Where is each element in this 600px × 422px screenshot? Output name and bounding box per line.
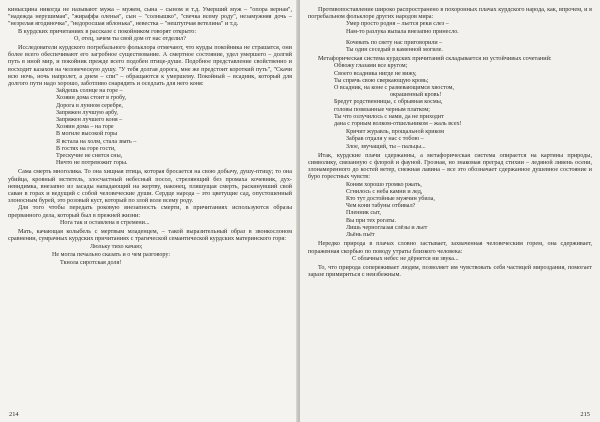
verse-line: головы повязанные черным платком; — [334, 106, 430, 113]
quotation: О, отец, зачем ты свой дом от нас отделил? — [74, 35, 186, 42]
right-page-text — [308, 6, 592, 278]
verse-line: Дорога в лунном серебре, — [56, 102, 123, 109]
paragraph: Метафорическая система курдских причитаний складывается из устойчивых сочетаний: — [318, 55, 552, 63]
paragraph: Сама смерть многолика. То она хищная птица, которая бросается на свою добычу, душу-птицу; то она убийца, кровный мститель, злосчастный небесный посол, стреляющий без промаха кочевник, дух-невидимка, внезапно из засады нападающий на жертву, наконец, пляшущая смерть, раскинувший свой саван в горах и ведущий с собой человеческие души. Сердце народа – это цветущие сад, опустошенный злоносным бурей, это розовый куст, который по злой воле всему роду. — [8, 168, 292, 205]
verse-line: Трескучие не снятся сны, — [56, 153, 123, 160]
verse-line: Вы при тех рогаты. — [346, 217, 397, 224]
verse-line: Своего всадника нигде не вижу, — [334, 70, 417, 77]
verse-line: Сгнилось с неба камни и лед, — [346, 188, 423, 195]
verse-line: Бредут родственницы, с обрывная космы, — [334, 99, 443, 106]
verse-line: Люльку тихо качаю; — [90, 243, 143, 250]
paragraph: Итак, курдские плачи сдержанны, а метафорическая система опирается на картины природы, символику, связанную с флорой и фауной. Грозная, но знакомая преград стихии – ледяной ливень осени, злонамеренного до костей ветер, снежная лавина – все это обозначает сдержанное душевное состояние и буро горестных чувств: — [308, 151, 592, 181]
verse-line: Забрав отдаля у нас с тобою – — [346, 136, 424, 143]
verse-block — [308, 182, 592, 240]
verse-line: Кто тут достойные мужчин убила, — [346, 196, 435, 203]
verse-line: Запряжен лучшую арбу, — [56, 109, 118, 116]
verse-line: Я встала на холм, стала звать – — [56, 138, 137, 145]
verse-block — [308, 63, 592, 128]
verse-line: Запряжен лучшего коня – — [56, 117, 123, 124]
verse-line: Ты один сеседый в каменной могиле. — [346, 47, 443, 54]
verse-line: Пленник сыт, — [346, 210, 381, 217]
paragraph: Мать, качающая колыбель с мертвым младенцем, – такой выразительный образ в звонкослоном сравнении, сумрачных курдских причитаниях с трагической семантической курдских материнского горя: — [8, 228, 292, 243]
right-page — [300, 0, 600, 422]
paragraph: Противопоставление широко распространено в похоронных плачах курдского народа, как, впрочем, и в погребальном фольклоре других народов мира: — [308, 6, 592, 21]
verse-line: Ты что озлучилось с нами, да не приходит — [334, 113, 444, 120]
verse-block — [308, 129, 592, 151]
quotation: С облачных небес не дёрнется ни звука... — [352, 255, 459, 262]
left-page-text — [8, 6, 292, 267]
verse-line: В гостях на горе гости, — [56, 145, 116, 152]
verse-line: Ничто не потревожит горы. — [56, 160, 128, 167]
quotation: Нога так и оставлена в стремени... — [60, 219, 150, 226]
verse-line: Нам-то разлука выпала внезапно принесло. — [346, 28, 459, 35]
verse-block — [8, 88, 292, 167]
page-number: 215 — [580, 411, 590, 418]
verse-line: окрашенный кровь! — [390, 92, 442, 99]
paragraph: То, что природа сопереживает людям, позволяет им чувствовать себя частицей мироздания, помогает заразе примириться с неизбежным. — [308, 263, 592, 279]
paragraph: кинысцина никогда не называют мужа – мужем, сына – сыном и т.д. Умерший муж – "опора верная", "надежда нерушимая", "жираффа оленья", сын – "солнышко", "свечка всему роду", незамужняя дочь – "незрелая ягодиночка", "недоросшая яблонька", невестка – "нештупчая ветелина" и т.д. — [8, 6, 292, 28]
verse-line: В могиле высокой горы — [56, 131, 118, 138]
paragraph: Исследователи курдского погребального фольклора отмечают, что курды покойника не страшатся, они более всего обеспечивают его загробное существование. А смертное состояние, удел умершего – долгий путь в иной мир, и покойник прежде всего подобен птице-душе. Подобное представление свойственно и восходит казахов на человеческую душу. "У тебя долгая дорога, мне же предстоит короткий путь", "Скачи всю ночь, ночь напролет, а днем – спи" – обращаются к умершему. Покойный – всадник, который для долгого пути надо хорошо, заботливо снарядить и оседлать для него коня: — [8, 44, 292, 88]
verse-line: Кочевать по свету нас приговорили – — [346, 39, 443, 46]
verse-line: Не могла печально сказать и о чем разговору: — [52, 251, 171, 258]
verse-line: Ты спрячь свою сверкающую кровь; — [334, 77, 429, 84]
verse-block — [308, 21, 592, 54]
verse-line: Лишь черноглазая слёзы и льет — [346, 224, 428, 231]
verse-line: Зайдешь солнце на горе – — [56, 88, 123, 95]
paragraph: Для того чтобы передать роковую внезапность смерти, в причитаниях используются образы прерванного дела, который был в прежней жизни: — [8, 204, 292, 219]
verse-line: Обвожу глазами все кругом; — [334, 63, 408, 70]
verse-block — [8, 244, 292, 268]
verse-line: Ткнола сиротская доля! — [60, 259, 122, 266]
verse-line: Злое, звучащий, ты – пальцы... — [346, 143, 426, 150]
paragraph: В курдских причитаниях в рассказе с покойником говорят открыто: — [18, 27, 197, 35]
verse-line: Кричит журавль, прощальной криком — [346, 129, 444, 136]
paragraph: Нередко природа в плачах словно застывает, захваченная человеческим горем, она сдерживает, пораженная скорбью по поводу утраты близкого человека: — [308, 240, 592, 255]
verse-line: Льёнь пьёт — [346, 232, 375, 239]
verse-line: Умер просто родня – льется реки слез – — [346, 21, 449, 28]
verse-line: О всадник, на коне с развевающимся хвостом, — [334, 85, 455, 92]
verse-line: дана с горным волком-отшельником – жаль всех! — [334, 121, 462, 128]
page-number: 214 — [9, 411, 19, 418]
verse-line: Чем кони табуны отбивал? — [346, 203, 416, 210]
verse-line: Хозяин дома – на горе — [56, 124, 114, 131]
verse-line: Коням хорошо громко ржать, — [346, 181, 422, 188]
left-page — [0, 0, 298, 422]
verse-line: Хозяин дома стоит в гробу, — [56, 95, 126, 102]
